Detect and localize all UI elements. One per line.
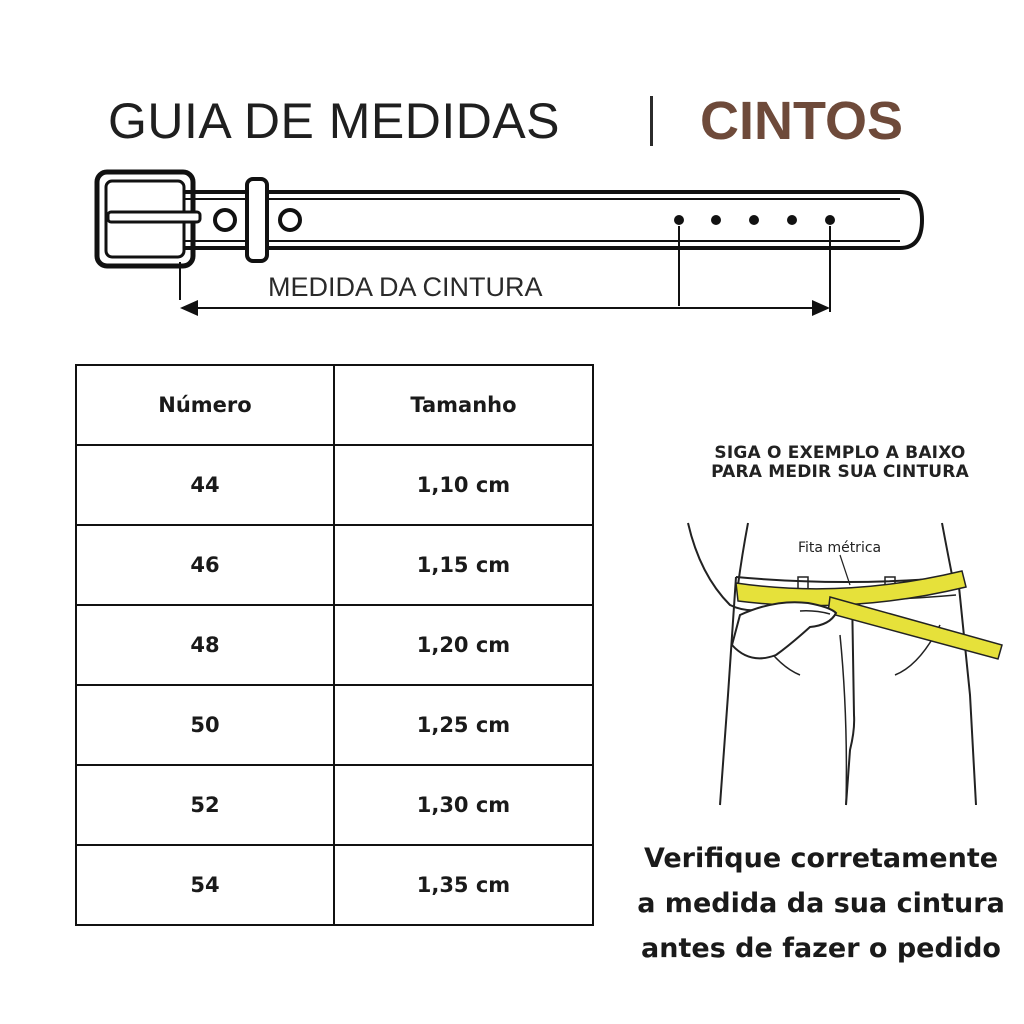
verify-line: a medida da sua cintura xyxy=(637,888,1005,919)
table-row xyxy=(76,525,593,605)
belt-hole xyxy=(711,215,721,225)
tamanho-cell: 1,30 cm xyxy=(334,765,593,845)
tamanho-cell: 1,35 cm xyxy=(334,845,593,925)
numero-cell: 52 xyxy=(76,765,334,845)
tamanho-cell: 1,25 cm xyxy=(334,685,593,765)
verify-line: antes de fazer o pedido xyxy=(641,933,1001,964)
tape-label: Fita métrica xyxy=(798,540,882,556)
belt-keeper xyxy=(247,179,267,261)
tamanho-cell: 1,20 cm xyxy=(334,605,593,685)
column-header-numero: Número xyxy=(76,365,334,445)
table-header-row xyxy=(76,365,593,445)
title-separator xyxy=(650,96,653,146)
numero-cell: 54 xyxy=(76,845,334,925)
waist-measuring-illustration xyxy=(680,515,1020,810)
belt-hole xyxy=(749,215,759,225)
column-header-tamanho: Tamanho xyxy=(334,365,593,445)
instruction-heading xyxy=(690,444,990,482)
belt-hole xyxy=(825,215,835,225)
measuring-tape xyxy=(736,571,966,606)
numero-cell: 50 xyxy=(76,685,334,765)
numero-cell: 46 xyxy=(76,525,334,605)
header xyxy=(0,88,1024,158)
tamanho-cell: 1,10 cm xyxy=(334,445,593,525)
verify-message xyxy=(618,836,1024,971)
numero-cell: 48 xyxy=(76,605,334,685)
table-row xyxy=(76,765,593,845)
table-row xyxy=(76,845,593,925)
product-title: CINTOS xyxy=(700,91,904,151)
numero-cell: 44 xyxy=(76,445,334,525)
table-row xyxy=(76,445,593,525)
instruction-line: PARA MEDIR SUA CINTURA xyxy=(711,462,969,482)
belt-hole xyxy=(787,215,797,225)
page-title: GUIA DE MEDIDAS xyxy=(108,93,561,149)
size-table xyxy=(75,364,594,926)
tamanho-cell: 1,15 cm xyxy=(334,525,593,605)
instruction-line: SIGA O EXEMPLO A BAIXO xyxy=(714,443,966,463)
buckle-prong xyxy=(108,212,200,222)
waist-measure-label: MEDIDA DA CINTURA xyxy=(268,272,543,302)
verify-line: Verifique corretamente xyxy=(643,843,999,874)
table-row xyxy=(76,685,593,765)
belt-hole xyxy=(674,215,684,225)
table-row xyxy=(76,605,593,685)
